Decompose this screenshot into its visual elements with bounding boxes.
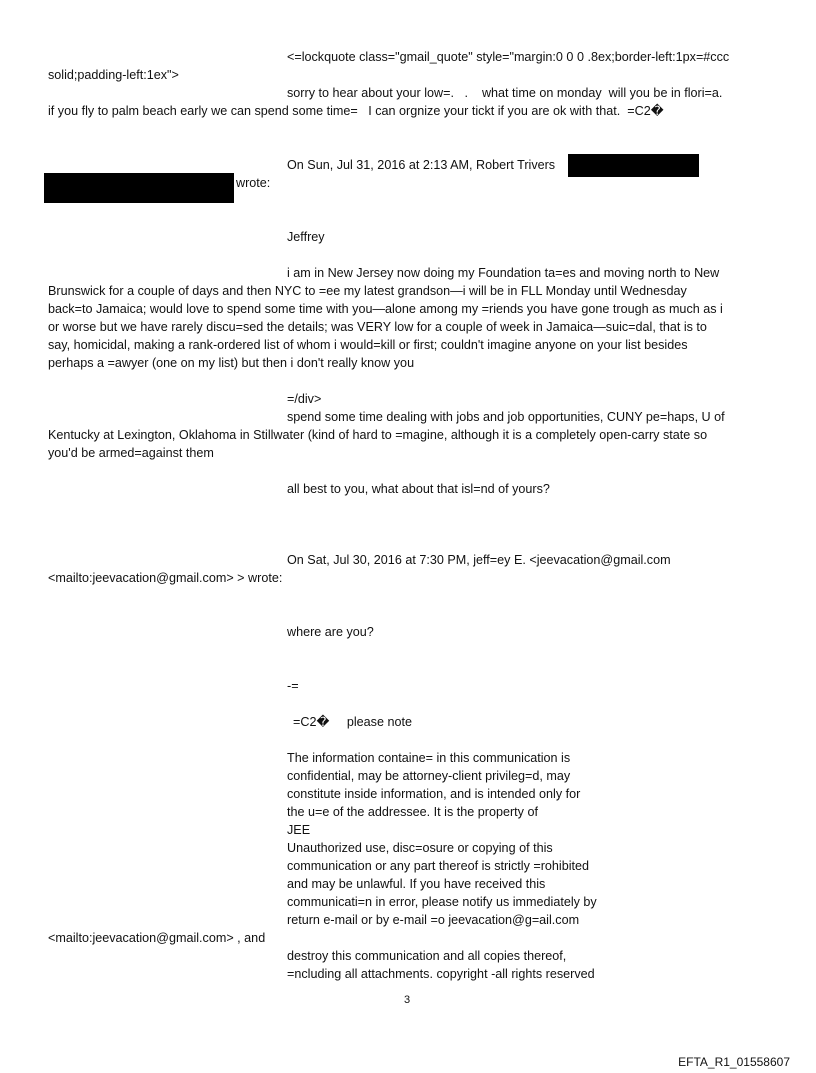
page-number: 3 (404, 994, 411, 1006)
disclaimer-line: Unauthorized use, disc=osure or copying of this (287, 841, 553, 855)
separator: -= (287, 679, 299, 693)
bates-number: EFTA_R1_01558607 (678, 1055, 790, 1069)
body-line: spend some time dealing with jobs and job opportunities, CUNY pe=haps, U of (287, 410, 725, 424)
body-line: you'd be armed=against them (48, 446, 214, 460)
quote-tag-line: <=lockquote class="gmail_quote" style="margin:0 0 0 .8ex;border-left:1px=#ccc (287, 50, 730, 64)
disclaimer-line: return e-mail or by e-mail =o jeevacation@g=ail.com (287, 913, 580, 927)
disclaimer-line: constitute inside information, and is intended only for (287, 787, 581, 801)
body-line: i am in New Jersey now doing my Foundation ta=es and moving north to New (287, 266, 720, 280)
disclaimer-line: and may be unlawful. If you have received this (287, 877, 546, 891)
quote-header: On Sun, Jul 31, 2016 at 2:13 AM, Robert Trivers (287, 158, 556, 172)
div-close-tag: =/div> (287, 392, 322, 406)
question-line: where are you? (287, 625, 374, 639)
disclaimer-line: destroy this communication and all copies thereof, (287, 949, 567, 963)
body-line: say, homicidal, making a rank-ordered list of whom i would=kill or first; couldn't imagine anyone on your list besides (48, 338, 688, 352)
disclaimer-line: The information containe= in this communication is (287, 751, 571, 765)
quote-header-wrote: wrote: (236, 176, 271, 190)
reply-line: if you fly to palm beach early we can spend some time= I can orgnize your tickt if you are ok with that. =C2� (48, 104, 664, 118)
mailto-line: <mailto:jeevacation@gmail.com> , and (48, 931, 266, 945)
quote-tag-line: solid;padding-left:1ex"> (48, 68, 179, 82)
salutation: Jeffrey (287, 230, 325, 244)
disclaimer-line: communicati=n in error, please notify us immediately by (287, 895, 597, 909)
quote-header: On Sat, Jul 30, 2016 at 7:30 PM, jeff=ey E. <jeevacation@gmail.com (287, 553, 671, 567)
disclaimer-line: confidential, may be attorney-client privileg=d, may (287, 769, 571, 783)
reply-line: sorry to hear about your low=. . what time on monday will you be in flori=a. (287, 86, 723, 100)
disclaimer-line: =ncluding all attachments. copyright -all rights reserved (287, 967, 595, 981)
please-note: =C2� please note (293, 715, 412, 729)
body-line: back=to Jamaica; would love to spend some time with you—alone among my =riends you have gone trough as much as i (48, 302, 723, 316)
quote-header-mailto: <mailto:jeevacation@gmail.com> > wrote: (48, 571, 283, 585)
redaction-block (568, 154, 699, 177)
disclaimer-line: communication or any part thereof is strictly =rohibited (287, 859, 590, 873)
body-line: perhaps a =awyer (one on my list) but then i don't really know you (48, 356, 415, 370)
disclaimer-line: JEE (287, 823, 311, 837)
body-line: Kentucky at Lexington, Oklahoma in Stillwater (kind of hard to =magine, although it is a completely open-carry state so (48, 428, 708, 442)
closing-line: all best to you, what about that isl=nd of yours? (287, 482, 550, 496)
redaction-block (44, 173, 234, 203)
body-line: Brunswick for a couple of days and then NYC to =ee my latest grandson—i will be in FLL Monday until Wednesday (48, 284, 687, 298)
body-line: or worse but we have rarely discu=sed the details; was VERY low for a couple of week in Jamaica—suic=dal, that is to (48, 320, 707, 334)
disclaimer-line: the u=e of the addressee. It is the property of (287, 805, 538, 819)
